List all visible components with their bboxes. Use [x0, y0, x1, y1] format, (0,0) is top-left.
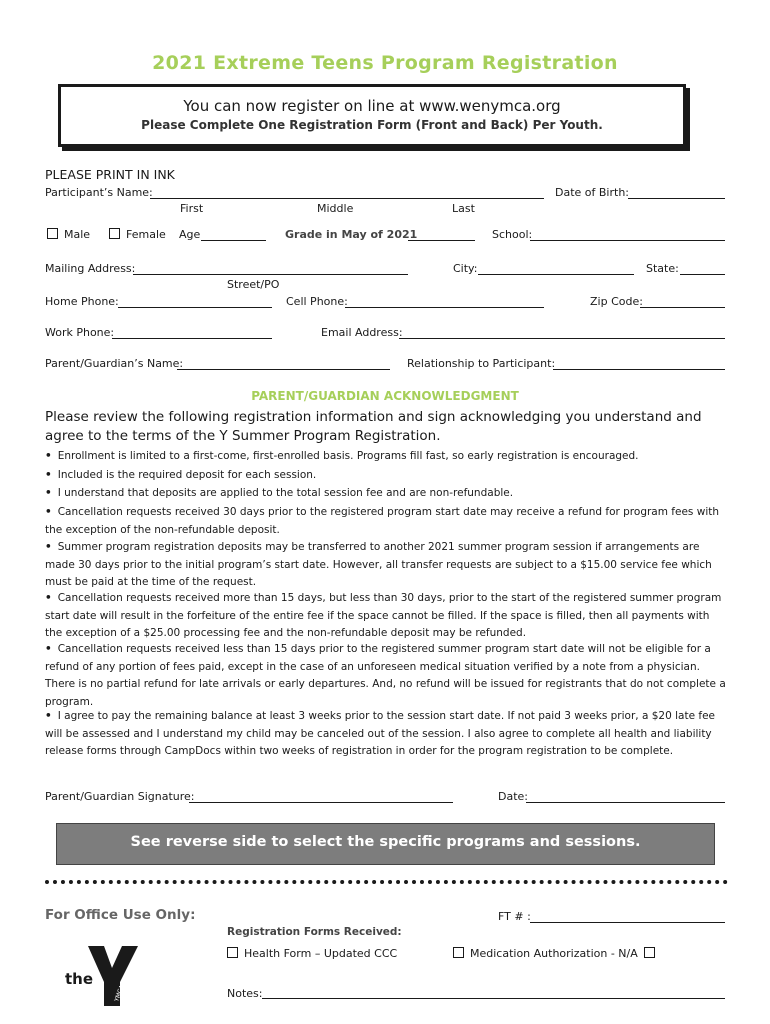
acknowledgment-intro: Please review the following registration information and sign acknowledging you understand and agree to the terms of the Y Summer Program Registration. [45, 409, 702, 444]
city-field[interactable] [478, 274, 634, 275]
medication-label: Medication Authorization - N/A [470, 947, 638, 960]
reverse-side-banner [56, 823, 715, 865]
relationship-field[interactable] [553, 369, 725, 370]
work-phone-field[interactable] [112, 338, 272, 339]
male-label: Male [64, 228, 91, 241]
forms-received-heading: Registration Forms Received: [227, 926, 402, 938]
school-field[interactable] [530, 240, 725, 241]
participant-name-field[interactable] [150, 198, 544, 199]
middle-name-caption: Middle [317, 202, 354, 215]
office-use-heading: For Office Use Only: [45, 907, 196, 923]
male-option[interactable] [47, 228, 90, 241]
zip-code-label: Zip Code: [590, 295, 643, 308]
last-name-caption: Last [452, 202, 475, 215]
cell-phone-field[interactable] [345, 307, 544, 308]
email-label: Email Address: [321, 326, 403, 339]
date-of-birth-label: Date of Birth: [555, 186, 630, 199]
city-label: City: [453, 262, 478, 275]
guardian-name-label: Parent/Guardian’s Name: [45, 357, 184, 370]
ft-number-label: FT # : [498, 910, 531, 923]
medication-na-checkbox[interactable] [644, 947, 655, 958]
ymca-logo-small-text: YMCA [113, 984, 126, 1003]
mailing-address-field[interactable] [133, 274, 408, 275]
page-title: 2021 Extreme Teens Program Registration [152, 52, 618, 74]
female-checkbox[interactable] [109, 228, 120, 239]
guardian-name-field[interactable] [177, 369, 390, 370]
ft-number-field[interactable] [530, 922, 725, 923]
mailing-address-label: Mailing Address: [45, 262, 136, 275]
relationship-label: Relationship to Participant: [407, 357, 556, 370]
reverse-side-text: See reverse side to select the specific programs and sessions. [130, 834, 641, 850]
participant-name-label: Participant’s Name: [45, 186, 153, 199]
grade-label: Grade in May of 2021 [285, 228, 418, 241]
age-field[interactable] [201, 240, 266, 241]
first-name-caption: First [180, 202, 204, 215]
list-item: • Cancellation requests received 30 days prior to the registered program start date may receive a refund for program fees with the exception of the non-refundable deposit. [45, 506, 720, 536]
street-po-caption: Street/PO [227, 278, 280, 291]
acknowledgment-heading: PARENT/GUARDIAN ACKNOWLEDGMENT [251, 389, 519, 403]
list-item: • Enrollment is limited to a first-come, first-enrolled basis. Programs fill fast, so early registration is encouraged. [45, 450, 639, 462]
dotted-divider [45, 880, 728, 884]
state-field[interactable] [680, 274, 725, 275]
health-form-checkbox[interactable] [227, 947, 238, 958]
health-form-option[interactable] [227, 947, 397, 960]
home-phone-label: Home Phone: [45, 295, 119, 308]
ymca-logo-the: the [65, 970, 94, 988]
medication-checkbox[interactable] [453, 947, 464, 958]
list-item: • Included is the required deposit for each session. [45, 469, 317, 481]
notes-field[interactable] [262, 998, 725, 999]
state-label: State: [646, 262, 679, 275]
home-phone-field[interactable] [118, 307, 272, 308]
signature-label: Parent/Guardian Signature: [45, 790, 195, 803]
male-checkbox[interactable] [47, 228, 58, 239]
list-item: • Cancellation requests received more than 15 days, but less than 30 days, prior to the start of the registered summer program start date will result in the forfeiture of the entire fee if the space cannot be filled. If the space is filled, then all payments with the exception of a $25.00 processing fee and the non-refundable deposit may be refunded. [45, 592, 722, 639]
email-field[interactable] [399, 338, 725, 339]
notes-label: Notes: [227, 987, 263, 1000]
print-in-ink-label: PLEASE PRINT IN INK [45, 167, 175, 182]
ymca-logo [60, 940, 150, 1010]
age-label: Age [179, 228, 201, 241]
signature-date-field[interactable] [526, 802, 725, 803]
work-phone-label: Work Phone: [45, 326, 115, 339]
list-item: • I understand that deposits are applied to the total session fee and are non-refundable. [45, 487, 514, 499]
notice-line-1: You can now register on line at www.wenymca.org [183, 97, 561, 115]
list-item: • I agree to pay the remaining balance at least 3 weeks prior to the session start date. If not paid 3 weeks prior, a $20 late fee will be assessed and I understand my child may be canceled out of the session. I also agree to complete all health and liability release forms through CampDocs within two weeks of registration in order for the program registration to be complete. [45, 710, 715, 757]
list-item: • Summer program registration deposits may be transferred to another 2021 summer program session if arrangements are made 30 days prior to the initial program’s start date. However, all transfer requests are subject to a $15.00 service fee which must be paid at the time of the request. [45, 541, 712, 588]
signature-field[interactable] [189, 802, 453, 803]
notice-line-2: Please Complete One Registration Form (Front and Back) Per Youth. [141, 118, 603, 132]
cell-phone-label: Cell Phone: [286, 295, 348, 308]
date-of-birth-field[interactable] [628, 198, 725, 199]
female-option[interactable] [109, 228, 166, 241]
zip-code-field[interactable] [640, 307, 725, 308]
grade-field[interactable] [408, 240, 475, 241]
female-label: Female [126, 228, 166, 241]
school-label: School: [492, 228, 533, 241]
health-form-label: Health Form – Updated CCC [244, 947, 398, 960]
medication-option[interactable] [453, 947, 655, 960]
list-item: • Cancellation requests received less than 15 days prior to the registered summer program start date will not be eligible for a refund of any portion of fees paid, except in the case of an unforeseen medical situation verified by a note from a physician. There is no partial refund for late arrivals or early departures. And, no refund will be issued for registrants that do not complete a program. [45, 643, 726, 708]
online-registration-notice [58, 84, 686, 147]
signature-date-label: Date: [498, 790, 528, 803]
